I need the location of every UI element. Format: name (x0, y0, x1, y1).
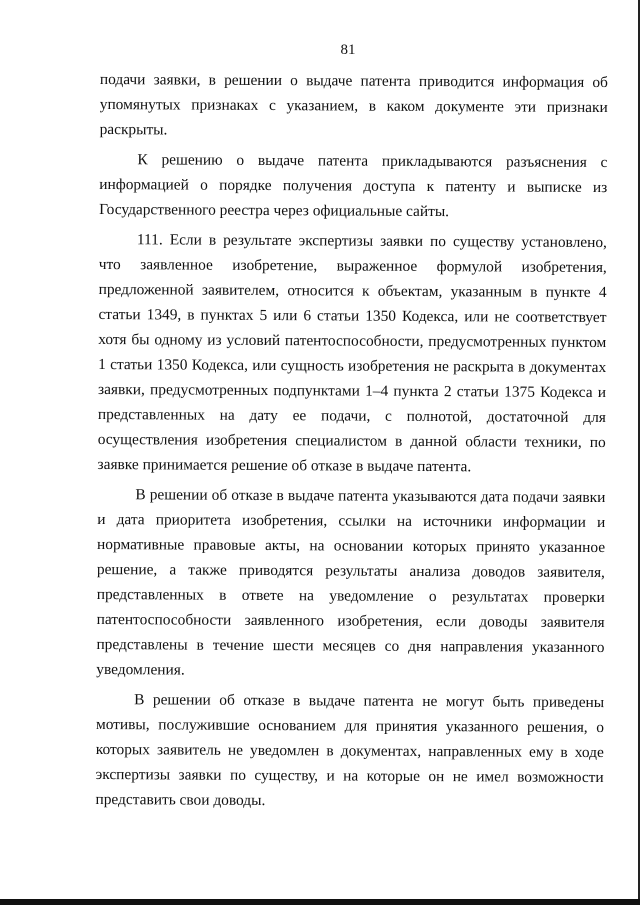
document-body (95, 67, 608, 815)
scan-edge-bottom (0, 899, 640, 905)
paragraph: 111. Если в результате экспертизы заявки по существу установлено, что заявленное изобретение, выраженное формулой изобретения, предложенной заявителем, относится к объектам, указанным в пункте 4 статьи 1349, в пунктах 5 или 6 статьи 1350 Кодекса, или не соответствует хотя бы одному из условий патентоспособности, предусмотренных пунктом 1 статьи 1350 Кодекса, или сущность изобретения не раскрыта в документах заявки, предусмотренных подпунктами 1–4 пункта 2 статьи 1375 Кодекса и представленных на дату ее подачи, с полнотой, достаточной для осуществления изобретения специалистом в данной области техники, по заявке принимается решение об отказе в выдаче патента. (97, 231, 607, 476)
paragraph: В решении об отказе в выдаче патента не могут быть приведены мотивы, послужившие основанием для принятия указанного решения, о которых заявитель не уведомлен в документах, направленных ему в ходе экспертизы заявки по существу, и на которые он не имел возможности представить свои доводы. (95, 691, 605, 810)
paragraph: В решении об отказе в выдаче патента указываются дата подачи заявки и дата приоритета изобретения, ссылки на источники информации и нормативные правовые акты, на основании которых принято указанное решение, а также приводятся результаты анализа доводов заявителя, представленных в ответе на уведомление о результатах проверки патентоспособности заявленного изобретения, если доводы заявителя представлены в течение шести месяцев со дня направления указанного уведомления. (96, 486, 606, 679)
paragraph: подачи заявки, в решении о выдаче патента приводится информация об упомянутых признаках с указанием, в каком документе эти признаки раскрыты. (99, 70, 608, 139)
paragraph: К решению о выдаче патента прикладываются разъяснения с информацией о порядке получения доступа к патенту и выписке из Государственного реестра через официальные сайты. (99, 151, 608, 221)
page-number: 81 (340, 42, 356, 58)
